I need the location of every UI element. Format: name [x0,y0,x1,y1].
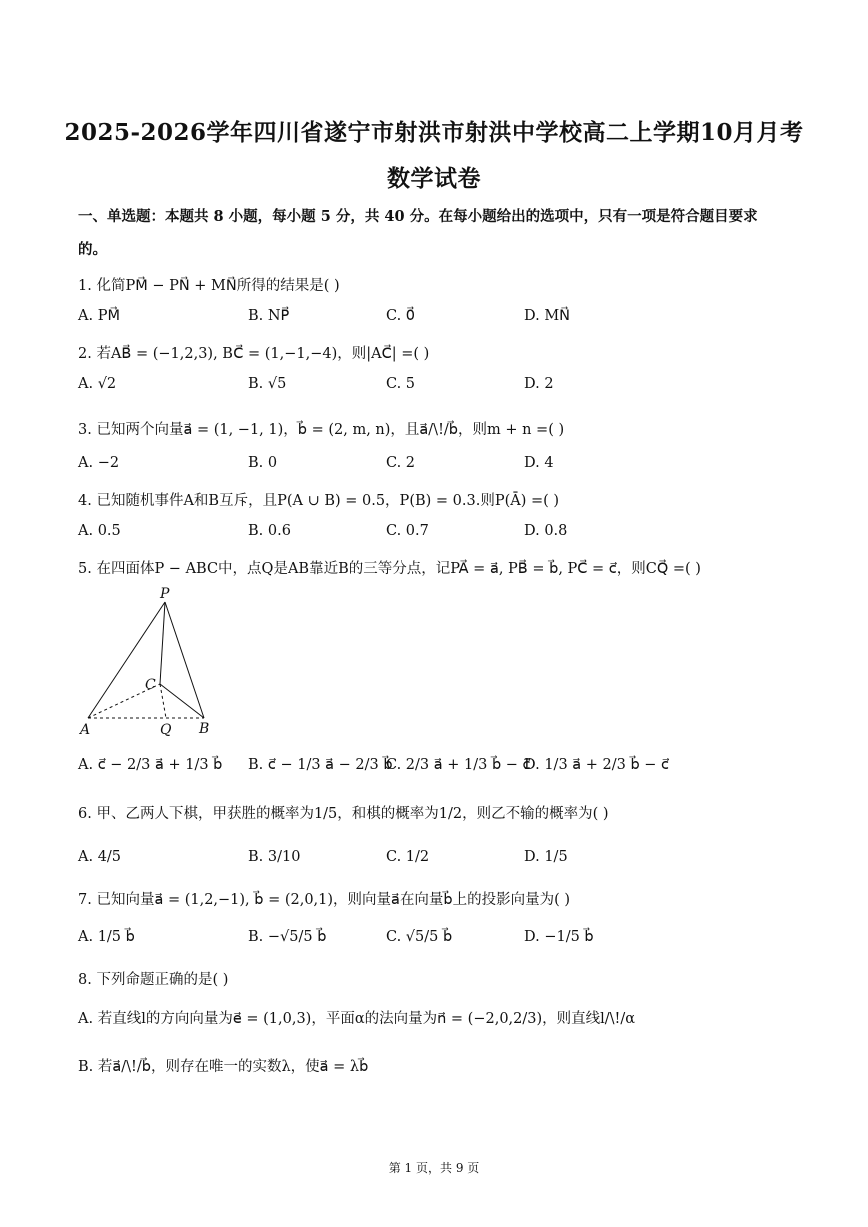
q4-option-a: A. 0.5 [78,523,121,539]
question-8-stem: 8. 下列命题正确的是( ) [78,972,229,988]
label-b: B [199,721,210,737]
edge-pb [165,602,204,718]
question-4-options [78,523,718,545]
q4-option-c: C. 0.7 [386,523,429,539]
q1-option-d: D. MN⃗ [524,308,571,324]
q5-option-c: C. 2/3 a⃗ + 1/3 b⃗ − c⃗ [386,757,531,773]
question-6-stem: 6. 甲、乙两人下棋，甲获胜的概率为1/5，和棋的概率为1/2，则乙不输的概率为( ) [78,806,609,822]
tetrahedron-figure [76,582,226,740]
question-7-stem: 7. 已知向量a⃗ = (1,2,−1), b⃗ = (2,0,1)，则向量a⃗在向量b⃗上的投影向量为( ) [78,892,571,908]
q7-option-d: D. −1/5 b⃗ [524,929,594,945]
label-c: C [145,677,156,693]
question-4-stem: 4. 已知随机事件A和B互斥，且P(A ∪ B) = 0.5，P(B) = 0.3.则P(Ā) =( ) [78,493,560,509]
question-6-options [78,849,718,871]
q7-option-a: A. 1/5 b⃗ [78,929,135,945]
label-a: A [80,722,91,738]
label-q: Q [160,722,172,738]
question-3-stem: 3. 已知两个向量a⃗ = (1, −1, 1)，b⃗ = (2, m, n)，且a⃗/\!/b⃗，则m + n =( ) [78,422,565,438]
label-p: P [160,586,170,602]
q6-option-c: C. 1/2 [386,849,430,865]
q6-option-d: D. 1/5 [524,849,568,865]
page-footer: 第 1 页，共 9 页 [388,1161,480,1175]
question-1-stem: 1. 化简PM⃗ − PN⃗ + MN⃗所得的结果是( ) [78,278,340,294]
q8-option-b: B. 若a⃗/\!/b⃗，则存在唯一的实数λ，使a⃗ = λb⃗ [78,1059,369,1075]
question-2-stem: 2. 若AB⃗ = (−1,2,3), BC⃗ = (1,−1,−4)，则|AC⃗| =( ) [78,346,430,362]
q6-option-b: B. 3/10 [248,849,301,865]
q2-option-b: B. √5 [248,376,287,392]
q1-option-c: C. 0⃗ [386,308,416,324]
q8-option-a: A. 若直线l的方向向量为e⃗ = (1,0,3)，平面α的法向量为n⃗ = (−2,0,2/3)，则直线l/\!/α [78,1011,636,1027]
q1-option-b: B. NP⃗ [248,308,290,324]
edge-cb [160,684,204,718]
q7-option-c: C. √5/5 b⃗ [386,929,453,945]
exam-title-line1: 2025-2026学年四川省遂宁市射洪市射洪中学校高二上学期10月月考 [64,119,804,146]
q3-option-b: B. 0 [248,455,278,471]
q2-option-a: A. √2 [78,376,117,392]
question-5-options [78,757,718,779]
segment-cq-dashed [160,684,166,718]
q5-option-d: D. 1/3 a⃗ + 2/3 b⃗ − c⃗ [524,757,670,773]
q5-option-a: A. c⃗ − 2/3 a⃗ + 1/3 b⃗ [78,757,223,773]
q1-option-a: A. PM⃗ [78,308,120,324]
exam-title-line2: 数学试卷 [387,165,481,192]
q2-option-d: D. 2 [524,376,554,392]
q2-option-c: C. 5 [386,376,416,392]
question-3-options [78,455,718,477]
section-instructions-line2: 的。 [78,241,107,258]
q5-option-b: B. c⃗ − 1/3 a⃗ − 2/3 b⃗ [248,757,393,773]
question-2-options [78,376,718,398]
question-7-options [78,929,718,951]
question-1-options [78,308,718,330]
question-5-stem: 5. 在四面体P − ABC中，点Q是AB靠近B的三等分点，记PA⃗ = a⃗, PB⃗ = b⃗, PC⃗ = c⃗，则CQ⃗ =( ) [78,561,701,577]
edge-pc [160,602,165,684]
q3-option-d: D. 4 [524,455,554,471]
q3-option-a: A. −2 [78,455,120,471]
section-instructions-line1: 一、单选题：本题共 8 小题，每小题 5 分，共 40 分。在每小题给出的选项中，只有一项是符合题目要求 [78,208,758,225]
edge-pa [88,602,165,718]
q3-option-c: C. 2 [386,455,416,471]
q4-option-b: B. 0.6 [248,523,291,539]
q7-option-b: B. −√5/5 b⃗ [248,929,327,945]
q6-option-a: A. 4/5 [78,849,122,865]
q4-option-d: D. 0.8 [524,523,568,539]
